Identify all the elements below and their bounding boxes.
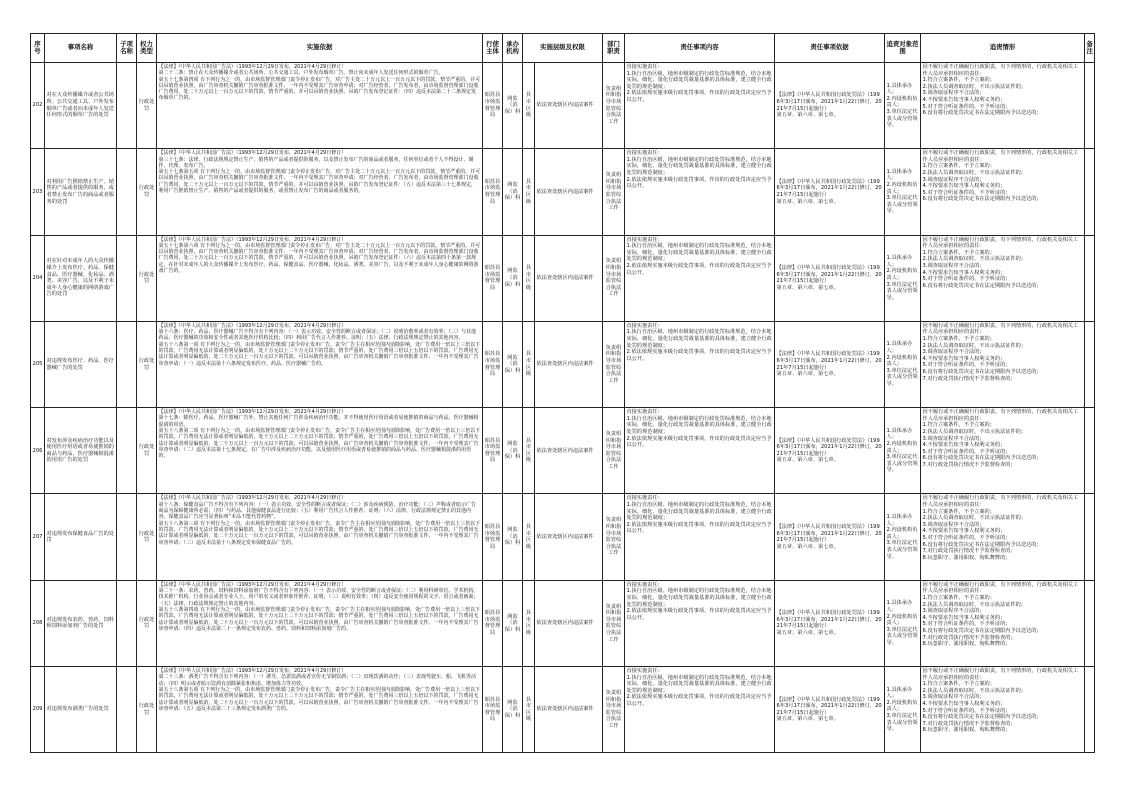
cases-line: 4.不按要求告知当事人权利义务的； (922, 614, 1006, 621)
law-line: 【法律】《中华人民共和国行政处罚法》（1996年3月17日颁布，2021年1月22日修订，2021年7月15日起施行） (776, 437, 882, 457)
row-law (775, 408, 885, 494)
resp-line: 1.执行自治区级、地州市级制定的行政处罚标准规范，结合本地实际，细化、量化行政处罚裁量基准的具体标准，建立健全行政处罚的规范制度； (626, 329, 772, 349)
table-row (31, 63, 1095, 149)
cases-line: 2.执法人员调查取证时，不出示执法证件的； (922, 515, 1027, 522)
row-resp (625, 321, 775, 407)
row-law (775, 494, 885, 580)
row-cases (921, 149, 1085, 235)
row-sub-item (117, 408, 137, 494)
cases-line: 3.调查取证程序不合法的； (922, 90, 985, 97)
row-resp (625, 667, 775, 753)
basis-line: 第五十八条第四项 有下列行为之一的，由市场监督管理部门责令停止发布广告，责令广告主在相应范围内消除影响，处广告费用一倍以上三倍以下的罚款，广告费用无法计算或者明显偏低的，处十万元以上二十万元以下的罚款；情节严重的，处广告费用三倍以上五倍以下的罚款，广告费用无法计算或者明显偏低的，处二十万元以上一百万元以下的罚款，可以吊销营业执照，由广告审查机关撤销广告审查批准文件、一年内不受理其广告审查申请：（四）违反本法第二十一条规定发布农药、兽药、饲料和饲料添加剂广告的。 (158, 606, 481, 632)
resp-line: 1.执行自治区级、地州市级制定的行政处罚标准规范，结合本地实际，细化、量化行政处罚裁量基准的具体标准，建立健全行政处罚的规范制度； (626, 674, 772, 694)
row-scope: 依法查处辖区内违法案件 (535, 408, 603, 494)
cases-line: 4.不按要求告知当事人权利义务的； (922, 355, 1006, 362)
header-target: 追责对象范围 (885, 34, 921, 63)
target-line: 1.具体承办人； (886, 686, 913, 700)
resp-line: 2.依法依规实施本级行政处罚事项，作出的行政处罚决定应当予以公开。 (626, 90, 772, 103)
row-target (885, 235, 921, 321)
resp-line: 1.执行自治区级、地州市级制定的行政处罚标准规范，结合本地实际，细化、量化行政处罚裁量基准的具体标准，建立健全行政处罚的规范制度； (626, 415, 772, 435)
cases-line: 5.对于符合听证条件的，不予听证的； (922, 535, 1011, 542)
row-target (885, 580, 921, 666)
resp-line: 直接实施责任： (626, 322, 663, 329)
row-basis (157, 580, 483, 666)
cases-line: 6.没有将行政处罚决定书在法定期限内予以送达的； (922, 541, 1042, 548)
row-item-name: 对在针对未成年人的大众传播媒介上发布医疗、药品、保健食品、医疗器械、化妆品、酒类、美容广告，以及不利于未成年人身心健康的网络游戏广告的处罚 (45, 235, 117, 321)
row-target (885, 149, 921, 235)
cases-line: 8.玩忽职守、滥用职权、徇私舞弊的； (922, 727, 1011, 734)
cases-line: 2.执法人员调查取证时，不出示执法证件的； (922, 342, 1027, 349)
cases-line: 1.符合立案条件，不予立案的； (922, 163, 995, 170)
basis-line: 第十七条：除医疗、药品、医疗器械广告外，禁止其他任何广告涉及疾病治疗功能，并不得使用医疗用语或者易使推销的商品与药品、医疗器械相混淆的用语。 (158, 415, 479, 428)
row-duty: 负责组织和指导市场监管综合执法工作 (603, 408, 625, 494)
law-line: 第五章、第六章、第七章。 (776, 284, 839, 291)
row-sub-item (117, 63, 137, 149)
row-duty: 负责组织和指导市场监管综合执法工作 (603, 321, 625, 407)
row-power-type: 行政处罚 (137, 667, 157, 753)
row-org: 网监（消保）科 (503, 408, 523, 494)
row-basis (157, 321, 483, 407)
target-line: 1.具体承办人； (886, 82, 913, 96)
row-cases (921, 321, 1085, 407)
cases-line: 6.没有将行政处罚决定书在法定期限内予以送达的； (922, 110, 1042, 117)
resp-line: 2.依法依规实施本级行政处罚事项，作出的行政处罚决定应当予以公开。 (626, 435, 772, 449)
row-level: 县市区级 (523, 63, 535, 149)
target-line: 2.内设机构负责人； (886, 699, 918, 713)
header-power-type: 权力类型 (137, 34, 157, 63)
header-resp: 责任事项内容 (625, 34, 775, 63)
header-law: 责任事项依据 (775, 34, 885, 63)
header-item-name: 事项名称 (45, 34, 117, 63)
cases-line: 4.不按要求告知当事人权利义务的； (922, 442, 1006, 449)
law-line: 第五章、第六章、第七章。 (776, 112, 839, 119)
row-law (775, 235, 885, 321)
row-subject: 昭苏县市场监督管理局 (483, 667, 503, 753)
row-no: 205 (31, 321, 45, 407)
target-line: 2.内设机构负责人； (886, 268, 918, 281)
row-sub-item (117, 494, 137, 580)
law-line: 【法律】《中华人民共和国行政处罚法》（1996年3月17日颁布，2021年1月22日修订，2021年7月15日起施行） (776, 523, 882, 544)
header-subject: 行使主体 (483, 34, 503, 63)
row-target (885, 408, 921, 494)
cases-line: 5.对于符合听证条件的，不予听证的； (922, 276, 1011, 283)
resp-line: 2.依法依规实施本级行政处罚事项，作出的行政处罚决定应当予以公开。 (626, 176, 772, 190)
basis-line: 第五十八条第二项 有下列行为之一的，由市场监督管理部门责令停止发布广告，责令广告主在相应范围内消除影响，处广告费用一倍以上三倍以下的罚款，广告费用无法计算或者明显偏低的，处十万元以上二十万元以下的罚款；情节严重的，处广告费用三倍以上五倍以下的罚款，广告费用无法计算或者明显偏低的，处二十万元以上一百万元以下的罚款，可以吊销营业执照，由广告审查机关撤销广告审查批准文件、一年内不受理其广告审查申请：（二）违反本法第十七条规定，在广告中涉及疾病治疗功能，以及使用医疗用语或者易使推销的商品与药品、医疗器械相混淆的用语的。 (158, 428, 481, 460)
cases-line: 1.符合立案条件，不予立案的； (922, 681, 995, 688)
row-org: 网监（消保）科 (503, 63, 523, 149)
row-level: 县市区级 (523, 408, 535, 494)
row-duty: 负责组织和指导市场监管综合执法工作 (603, 149, 625, 235)
basis-line: 第二十三条：酒类广告不得含有下列内容：（一）诱导、怂恿饮酒或者宣传无节制饮酒；（二）出现饮酒的动作；（三）表现驾驶车、船、飞机等活动；（四）明示或者暗示饮酒有消除紧张和焦虑、增加体力等功效。 (158, 674, 477, 687)
row-item-name: 对在大众传播媒介或者公共场所、公共交通工具、户外发布烟草广告或者向未成年人发送任何形式的烟草广告的处罚 (45, 63, 117, 149)
row-resp (625, 580, 775, 666)
law-line: 第五章、第六章、第七章。 (776, 543, 839, 550)
row-subject: 昭苏县市场监督管理局 (483, 149, 503, 235)
row-org: 网监（消保）科 (503, 321, 523, 407)
basis-line: 【法律】《中华人民共和国广告法》（1993年12月29日发布，2021年4月29日修订） (158, 150, 347, 157)
law-line: 【法律】《中华人民共和国行政处罚法》（1996年3月17日颁布，2021年1月22日修订，2021年7月15日起施行） (776, 610, 882, 630)
cases-line: 因不履行或不正确履行行政职责，有下列情形的，行政机关及相关工作人员应承担相应的责任： (922, 409, 1079, 422)
row-law (775, 63, 885, 149)
row-scope: 依法查处辖区内违法案件 (535, 667, 603, 753)
law-line: 第五章、第六章、第七章。 (776, 716, 839, 723)
row-law (775, 580, 885, 666)
basis-line: 【法律】《中华人民共和国广告法》（1993年12月29日发布，2021年4月29日修订） (158, 495, 347, 502)
law-line: 第五章、第六章、第七章。 (776, 198, 839, 205)
row-remark (1085, 667, 1095, 753)
cases-line: 5.对于符合听证条件的，不予听证的； (922, 707, 1011, 714)
row-subject: 昭苏县市场监督管理局 (483, 63, 503, 149)
target-line: 3.单位法定代表人或分管领导。 (886, 367, 918, 388)
row-no: 207 (31, 494, 45, 580)
row-sub-item (117, 667, 137, 753)
cases-line: 6.没有将行政处罚决定书在法定期限内予以送达的； (922, 369, 1042, 376)
table-row (31, 580, 1095, 666)
row-power-type: 行政处罚 (137, 408, 157, 494)
row-sub-item (117, 321, 137, 407)
resp-line: 1.执行自治区级、地州市级制定的行政处罚标准规范，结合本地实际，细化、量化行政处罚裁量基准的具体标准，建立健全行政处罚的规范制度； (626, 70, 772, 90)
cases-line: 5.对于符合听证条件的，不予听证的； (922, 362, 1011, 369)
resp-line: 1.执行自治区级、地州市级制定的行政处罚标准规范，结合本地实际，细化、量化行政处罚裁量基准的具体标准，建立健全行政处罚的规范制度； (626, 243, 772, 263)
resp-line: 2.依法依规实施本级行政处罚事项，作出的行政处罚决定应当予以公开。 (626, 694, 772, 708)
target-line: 3.单位法定代表人或分管领导。 (886, 626, 918, 646)
row-scope: 依法查处辖区内违法案件 (535, 149, 603, 235)
row-no: 208 (31, 580, 45, 666)
responsibility-list-page (30, 33, 1094, 763)
table-row (31, 235, 1095, 321)
target-line: 1.具体承办人； (886, 255, 913, 268)
cases-line: 1.符合立案条件，不予立案的； (922, 77, 995, 84)
law-line: 【法律】《中华人民共和国行政处罚法》（1996年3月17日颁布，2021年1月22日修订，2021年7月15日起施行） (776, 696, 882, 716)
row-remark (1085, 63, 1095, 149)
cases-line: 5.对于符合听证条件的，不予听证的； (922, 189, 1011, 196)
basis-line: 第五十七条第六项 有下列行为之一的，由市场监督管理部门责令停止发布广告，对广告主处二十万元以上一百万元以下的罚款，情节严重的，并可以吊销营业执照，由广告审查机关撤销广告审查批准文件、一年内不受理其广告审查申请；对广告经营者、广告发布者，由市场监督管理部门没收广告费用，处二十万元以上一百万元以下的罚款，情节严重的，并可以吊销营业执照、吊销广告发布登记证件：（六）违反本法第四十条第一款规定，在针对未成年人的大众传播媒介上发布医疗、药品、保健食品、医疗器械、化妆品、酒类、美容广告，以及不利于未成年人身心健康的网络游戏广告的。 (158, 242, 481, 275)
law-line: 【法律】《中华人民共和国行政处罚法》（1996年3月17日颁布，2021年1月22日修订，2021年7月15日起施行） (776, 92, 882, 112)
basis-line: 第五十七条第四项 有下列行为之一的，由市场监督管理部门责令停止发布广告，对广告主处二十万元以上一百万元以下的罚款，情节严重的，并可以吊销营业执照，由广告审查机关撤销广告审查批准文件、一年内不受理其广告审查申请；对广告经营者、广告发布者，由市场监督管理部门没收广告费用，处二十万元以上一百万元以下的罚款，情节严重的，并可以吊销营业执照、吊销广告发布登记证件：（四）违反本法第二十二条规定发布烟草广告的。 (158, 76, 481, 102)
row-cases (921, 494, 1085, 580)
cases-line: 7.对行政处罚执行情况不予监督检查的； (922, 461, 1016, 468)
row-level: 县市区级 (523, 580, 535, 666)
row-power-type: 行政处罚 (137, 321, 157, 407)
row-duty: 负责组织和指导市场监管综合执法工作 (603, 667, 625, 753)
basis-line: 【法律】《中华人民共和国广告法》（1993年12月29日发布，2021年4月29日修订） (158, 668, 347, 675)
row-basis (157, 408, 483, 494)
resp-line: 直接实施责任： (626, 409, 663, 416)
row-scope: 依法查处辖区内违法案件 (535, 235, 603, 321)
cases-line: 2.执法人员调查取证时，不出示执法证件的； (922, 256, 1027, 263)
cases-line: 2.执法人员调查取证时，不出示执法证件的； (922, 687, 1027, 694)
table-row (31, 494, 1095, 580)
row-power-type: 行政处罚 (137, 149, 157, 235)
cases-line: 3.调查取证程序不合法的； (922, 694, 985, 701)
row-item-name: 对违规发布保健食品广告的处罚 (45, 494, 117, 580)
cases-line: 6.没有将行政处罚决定书在法定期限内予以送达的； (922, 714, 1042, 721)
target-line: 3.单位法定代表人或分管领导。 (886, 540, 918, 560)
row-level: 县市区级 (523, 149, 535, 235)
cases-line: 3.调查取证程序不合法的； (922, 435, 985, 442)
row-cases (921, 667, 1085, 753)
row-level: 县市区级 (523, 494, 535, 580)
table-row (31, 667, 1095, 753)
row-sub-item (117, 149, 137, 235)
row-duty: 负责组织和指导市场监管综合执法工作 (603, 580, 625, 666)
cases-line: 因不履行或不正确履行行政职责，有下列情形的，行政机关及相关工作人员应承担相应的责任： (922, 668, 1079, 681)
resp-line: 直接实施责任： (626, 150, 663, 157)
cases-line: 8.玩忽职守、滥用职权、徇私舞弊的； (922, 641, 1011, 648)
row-target (885, 494, 921, 580)
basis-line: 【法律】《中华人民共和国广告法》（1993年12月29日发布，2021年4月29日修订） (158, 322, 347, 329)
row-resp (625, 408, 775, 494)
cases-line: 2.执法人员调查取证时，不出示执法证件的； (922, 83, 1027, 90)
row-remark (1085, 580, 1095, 666)
header-duty: 部门职责 (603, 34, 625, 63)
cases-line: 7.对行政处罚执行情况不予监督检查的； (922, 634, 1016, 641)
basis-line: 第二十二条：禁止在大众传播媒介或者公共场所、公共交通工具、户外发布烟草广告。禁止向未成年人发送任何形式的烟草广告。 (158, 70, 444, 77)
basis-line: 第十六条：医疗、药品、医疗器械广告不得含有下列内容：（一）表示功效、安全性的断言或者保证；（二）说明治愈率或者有效率；（三）与其他药品、医疗器械的功效和安全性或者其他医疗机构比较；（四）利用广告代言人作推荐、证明；（五）法律、行政法规规定禁止的其他内容。 (158, 329, 477, 342)
cases-line: 3.调查取证程序不合法的； (922, 176, 985, 183)
cases-line: 5.对于符合听证条件的，不予听证的； (922, 448, 1011, 455)
cases-line: 8.玩忽职守、滥用职权、徇私舞弊的； (922, 554, 1011, 561)
row-no: 206 (31, 408, 45, 494)
resp-line: 直接实施责任： (626, 236, 663, 243)
resp-line: 2.依法依规实施本级行政处罚事项，作出的行政处罚决定应当予以公开。 (626, 349, 772, 362)
cases-line: 3.调查取证程序不合法的； (922, 349, 985, 356)
row-basis (157, 494, 483, 580)
row-cases (921, 63, 1085, 149)
target-line: 2.内设机构负责人； (886, 440, 918, 454)
cases-line: 2.执法人员调查取证时，不出示执法证件的； (922, 170, 1027, 177)
row-duty: 负责组织和指导市场监管综合执法工作 (603, 494, 625, 580)
row-org: 网监（消保）科 (503, 149, 523, 235)
row-scope: 依法查处辖区内违法案件 (535, 63, 603, 149)
cases-line: 6.没有将行政处罚决定书在法定期限内予以送达的； (922, 627, 1042, 634)
target-line: 2.内设机构负责人； (886, 182, 918, 195)
resp-line: 1.执行自治区级、地州市级制定的行政处罚标准规范，结合本地实际，细化、量化行政处罚裁量基准的具体标准，建立健全行政处罚的规范制度； (626, 156, 772, 177)
cases-line: 4.不按要求告知当事人权利义务的； (922, 269, 1006, 276)
resp-line: 直接实施责任： (626, 495, 663, 502)
row-power-type: 行政处罚 (137, 235, 157, 321)
target-line: 1.具体承办人； (886, 168, 913, 182)
resp-line: 2.依法依规实施本级行政处罚事项，作出的行政处罚决定应当予以公开。 (626, 608, 772, 621)
row-resp (625, 235, 775, 321)
law-line: 第五章、第六章、第七章。 (776, 457, 839, 464)
row-target (885, 321, 921, 407)
header-basis: 实施依据 (157, 34, 483, 63)
header-cases: 追责情形 (921, 34, 1085, 63)
target-line: 1.具体承办人； (886, 427, 913, 441)
row-resp (625, 149, 775, 235)
row-law (775, 149, 885, 235)
row-level: 县市区级 (523, 667, 535, 753)
row-item-name: 对违规发布酒类广告的处罚 (45, 667, 117, 753)
row-scope: 依法查处辖区内违法案件 (535, 321, 603, 407)
row-org: 网监（消保）科 (503, 235, 523, 321)
cases-line: 1.符合立案条件，不予立案的； (922, 508, 995, 515)
law-line: 【法律】《中华人民共和国行政处罚法》（1996年3月17日颁布，2021年1月22日修订，2021年7月15日起施行） (776, 351, 882, 371)
target-line: 2.内设机构负责人； (886, 95, 918, 109)
row-law (775, 321, 885, 407)
header-level: 实施层级及权限 (523, 34, 603, 63)
cases-line: 因不履行或不正确履行行政职责，有下列情形的，行政机关及相关工作人员应承担相应的责任： (922, 495, 1079, 509)
basis-line: 第五十七条第五项 有下列行为之一的，由市场监督管理部门责令停止发布广告，对广告主处二十万元以上一百万元以下的罚款，情节严重的，并可以吊销营业执照，由广告审查机关撤销广告审查批准文件、一年内不受理其广告审查申请；对广告经营者、广告发布者，由市场监督管理部门没收广告费用，处二十万元以上一百万元以下的罚款，情节严重的，并可以吊销营业执照、吊销广告发布登记证件：（五）违反本法第三十七条规定，利用广告推销禁止生产、销售的产品或者提供的服务，或者禁止发布广告的商品或者服务的。 (158, 169, 481, 195)
row-level: 县市区级 (523, 321, 535, 407)
row-subject: 昭苏县市场监督管理局 (483, 235, 503, 321)
cases-line: 5.对于符合听证条件的，不予听证的； (922, 103, 1011, 110)
basis-line: 第五十八条第三项 有下列行为之一的，由市场监督管理部门责令停止发布广告，责令广告主在相应范围内消除影响，处广告费用一倍以上三倍以下的罚款，广告费用无法计算或者明显偏低的，处十万元以上二十万元以下的罚款；情节严重的，处广告费用三倍以上五倍以下的罚款，广告费用无法计算或者明显偏低的，处二十万元以上一百万元以下的罚款，可以吊销营业执照，由广告审查机关撤销广告审查批准文件、一年内不受理其广告审查申请：（三）违反本法第十八条规定发布保健食品广告的。 (158, 520, 481, 546)
resp-line: 1.执行自治区级、地州市级制定的行政处罚标准规范，结合本地实际，细化、量化行政处罚裁量基准的具体标准，建立健全行政处罚的规范制度； (626, 502, 772, 522)
cases-line: 4.不按要求告知当事人权利义务的； (922, 701, 1006, 708)
cases-line: 3.调查取证程序不合法的； (922, 262, 985, 269)
row-remark (1085, 321, 1095, 407)
basis-line: 第二十一条：农药、兽药、饲料和饲料添加剂广告不得含有下列内容：（一）表示功效、安全性的断言或者保证；（二）利用科研单位、学术机构、技术推广机构、行业协会或者专业人士、用户的名义或者形象作推荐、证明；（三）说明有效率；（四）违反安全使用规程的文字、语言或者画面；（五）法律、行政法规规定禁止的其他内容。 (158, 588, 479, 607)
cases-line: 6.没有将行政处罚决定书在法定期限内予以送达的； (922, 196, 1042, 203)
row-basis (157, 667, 483, 753)
row-subject: 昭苏县市场监督管理局 (483, 580, 503, 666)
row-org: 网监（消保）科 (503, 667, 523, 753)
cases-line: 4.不按要求告知当事人权利义务的； (922, 183, 1006, 190)
resp-line: 2.依法依规实施本级行政处罚事项，作出的行政处罚决定应当予以公开。 (626, 521, 772, 535)
row-basis (157, 63, 483, 149)
resp-line: 直接实施责任： (626, 668, 663, 675)
row-scope: 依法查处辖区内违法案件 (535, 494, 603, 580)
law-line: 第五章、第六章、第七章。 (776, 630, 839, 637)
target-line: 1.具体承办人； (886, 341, 913, 355)
table-body (31, 63, 1095, 753)
resp-line: 2.依法依规实施本级行政处罚事项，作出的行政处罚决定应当予以公开。 (626, 262, 772, 276)
cases-line: 7.对行政处罚执行情况不予监督检查的； (922, 720, 1016, 727)
row-scope: 依法查处辖区内违法案件 (535, 580, 603, 666)
basis-line: 第十八条：保健食品广告不得含有下列内容：（一）表示功效、安全性的断言或者保证；（二）涉及疾病预防、治疗功能；（三）声称或者暗示广告商品为保障健康所必需；（四）与药品、其他保健食品进行比较；（五）利用广告代言人作推荐、证明；（六）法律、行政法规规定禁止的其他内容。保健食品广告应当显著标明“本品不能代替药物”。 (158, 501, 477, 521)
table-row (31, 408, 1095, 494)
row-no: 203 (31, 149, 45, 235)
row-power-type: 行政处罚 (137, 494, 157, 580)
row-power-type: 行政处罚 (137, 580, 157, 666)
row-cases (921, 235, 1085, 321)
row-basis (157, 235, 483, 321)
row-item-name: 对发布涉及疾病治疗功能以及使用医疗用语或者易使推销的商品与药品、医疗器械相混淆的用语广告的处罚 (45, 408, 117, 494)
cases-line: 6.没有将行政处罚决定书在法定期限内予以送达的； (922, 282, 1042, 289)
target-line: 3.单位法定代表人或分管领导。 (886, 108, 918, 129)
target-line: 2.内设机构负责人； (886, 527, 918, 540)
cases-line: 4.不按要求告知当事人权利义务的； (922, 96, 1006, 103)
row-subject: 昭苏县市场监督管理局 (483, 494, 503, 580)
cases-line: 5.对于符合听证条件的，不予听证的； (922, 621, 1011, 628)
table-row (31, 321, 1095, 407)
row-remark (1085, 408, 1095, 494)
row-remark (1085, 494, 1095, 580)
cases-line: 3.调查取证程序不合法的； (922, 608, 985, 615)
row-basis (157, 149, 483, 235)
row-power-type: 行政处罚 (137, 63, 157, 149)
law-line: 【法律】《中华人民共和国行政处罚法》（1996年3月17日颁布，2021年1月22日修订，2021年7月15日起施行） (776, 178, 882, 198)
table-row (31, 149, 1095, 235)
row-resp (625, 63, 775, 149)
cases-line: 因不履行或不正确履行行政职责，有下列情形的，行政机关及相关工作人员应承担相应的责任： (922, 322, 1079, 336)
row-no: 202 (31, 63, 45, 149)
row-item-name: 对利用广告推销禁止生产、销售的产品或者提供的服务，或者禁止发布广告的商品或者服务的处罚 (45, 149, 117, 235)
row-target (885, 667, 921, 753)
row-duty: 负责组织和指导市场监管综合执法工作 (603, 63, 625, 149)
row-org: 网监（消保）科 (503, 494, 523, 580)
cases-line: 因不履行或不正确履行行政职责，有下列情形的，行政机关及相关工作人员应承担相应的责任： (922, 64, 1079, 77)
cases-line: 1.符合立案条件，不予立案的； (922, 422, 995, 429)
row-duty: 负责组织和指导市场监管综合执法工作 (603, 235, 625, 321)
row-no: 209 (31, 667, 45, 753)
basis-line: 第五十八条第五项 有下列行为之一的，由市场监督管理部门责令停止发布广告，责令广告主在相应范围内消除影响，处广告费用一倍以上三倍以下的罚款，广告费用无法计算或者明显偏低的，处十万元以上二十万元以下的罚款；情节严重的，处广告费用三倍以上五倍以下的罚款，广告费用无法计算或者明显偏低的，处二十万元以上一百万元以下的罚款，可以吊销营业执照，由广告审查机关撤销广告审查批准文件、一年内不受理其广告审查申请：（五）违反本法第二十三条规定发布酒类广告的。 (158, 686, 481, 712)
target-line: 3.单位法定代表人或分管领导。 (886, 195, 918, 215)
target-line: 2.内设机构负责人； (886, 354, 918, 368)
basis-line: 第三十七条：法律、行政法规规定禁止生产、销售的产品或者提供的服务，以及禁止发布广告的商品或者服务，任何单位或者个人不得设计、制作、代理、发布广告。 (158, 156, 474, 169)
row-subject: 昭苏县市场监督管理局 (483, 408, 503, 494)
row-law (775, 667, 885, 753)
row-item-name: 对违规发布农药、兽药、饲料和饲料添加剂广告的处罚 (45, 580, 117, 666)
target-line: 3.单位法定代表人或分管领导。 (886, 454, 918, 474)
target-line: 3.单位法定代表人或分管领导。 (886, 281, 918, 301)
target-line: 2.内设机构负责人； (886, 613, 918, 627)
row-org: 网监（消保）科 (503, 580, 523, 666)
cases-line: 3.调查取证程序不合法的； (922, 521, 985, 528)
cases-line: 7.对行政处罚执行情况不予监督检查的； (922, 375, 1016, 382)
row-subject: 昭苏县市场监督管理局 (483, 321, 503, 407)
row-remark (1085, 149, 1095, 235)
law-line: 【法律】《中华人民共和国行政处罚法》（1996年3月17日颁布，2021年1月22日修订，2021年7月15日起施行） (776, 265, 882, 285)
cases-line: 1.符合立案条件，不予立案的； (922, 594, 995, 601)
target-line: 1.具体承办人； (886, 600, 913, 613)
cases-line: 1.符合立案条件，不予立案的； (922, 336, 995, 343)
row-cases (921, 408, 1085, 494)
header-remark: 备注 (1085, 34, 1095, 63)
basis-line: 【法律】《中华人民共和国广告法》（1993年12月29日发布，2021年4月29日修订） (158, 236, 347, 243)
cases-line: 2.执法人员调查取证时，不出示执法证件的； (922, 601, 1027, 608)
row-sub-item (117, 235, 137, 321)
basis-line: 【法律】《中华人民共和国广告法》（1993年12月29日发布，2021年4月29日修订） (158, 64, 347, 70)
resp-line: 直接实施责任： (626, 64, 663, 70)
row-sub-item (117, 580, 137, 666)
row-remark (1085, 235, 1095, 321)
target-line: 3.单位法定代表人或分管领导。 (886, 713, 918, 733)
resp-line: 直接实施责任： (626, 581, 663, 588)
row-no: 204 (31, 235, 45, 321)
header-no: 序号 (31, 34, 45, 63)
row-cases (921, 580, 1085, 666)
basis-line: 第五十八条第一项 有下列行为之一的，由市场监督管理部门责令停止发布广告，责令广告主在相应范围内消除影响，处广告费用一倍以上三倍以下的罚款，广告费用无法计算或者明显偏低的，处十万元以上二十万元以下的罚款；情节严重的，处广告费用三倍以上五倍以下的罚款，广告费用无法计算或者明显偏低的，处二十万元以上一百万元以下的罚款，可以吊销营业执照，由广告审查机关撤销广告审查批准文件、一年内不受理其广告审查申请：（一）违反本法第十六条规定发布医疗、药品、医疗器械广告的。 (158, 341, 481, 367)
cases-line: 4.不按要求告知当事人权利义务的； (922, 528, 1006, 535)
cases-line: 因不履行或不正确履行行政职责，有下列情形的，行政机关及相关工作人员应承担相应的责任： (922, 236, 1079, 250)
law-line: 第五章、第六章、第七章。 (776, 371, 839, 378)
cases-line: 因不履行或不正确履行行政职责，有下列情形的，行政机关及相关工作人员应承担相应的责任： (922, 150, 1079, 163)
table-header-row (31, 34, 1095, 63)
cases-line: 7.对行政处罚执行情况不予监督检查的； (922, 548, 1016, 555)
power-responsibility-table (30, 33, 1095, 753)
cases-line: 因不履行或不正确履行行政职责，有下列情形的，行政机关及相关工作人员应承担相应的责任： (922, 581, 1079, 595)
target-line: 1.具体承办人； (886, 514, 913, 527)
header-org: 承办机构 (503, 34, 523, 63)
row-target (885, 63, 921, 149)
cases-line: 1.符合立案条件，不予立案的； (922, 249, 995, 256)
row-item-name: 对违规发布医疗、药品、医疗器械广告的处罚 (45, 321, 117, 407)
header-sub-item: 子项名称 (117, 34, 137, 63)
basis-line: 【法律】《中华人民共和国广告法》（1993年12月29日发布，2021年4月29日修订） (158, 581, 347, 588)
row-resp (625, 494, 775, 580)
cases-line: 6.没有将行政处罚决定书在法定期限内予以送达的； (922, 455, 1042, 462)
cases-line: 2.执法人员调查取证时，不出示执法证件的； (922, 428, 1027, 435)
basis-line: 【法律】《中华人民共和国广告法》（1993年12月29日发布，2021年4月29日修订） (158, 409, 347, 416)
row-level: 县市区级 (523, 235, 535, 321)
resp-line: 1.执行自治区级、地州市级制定的行政处罚标准规范，结合本地实际，细化、量化行政处罚裁量基准的具体标准，建立健全行政处罚的规范制度； (626, 588, 772, 608)
